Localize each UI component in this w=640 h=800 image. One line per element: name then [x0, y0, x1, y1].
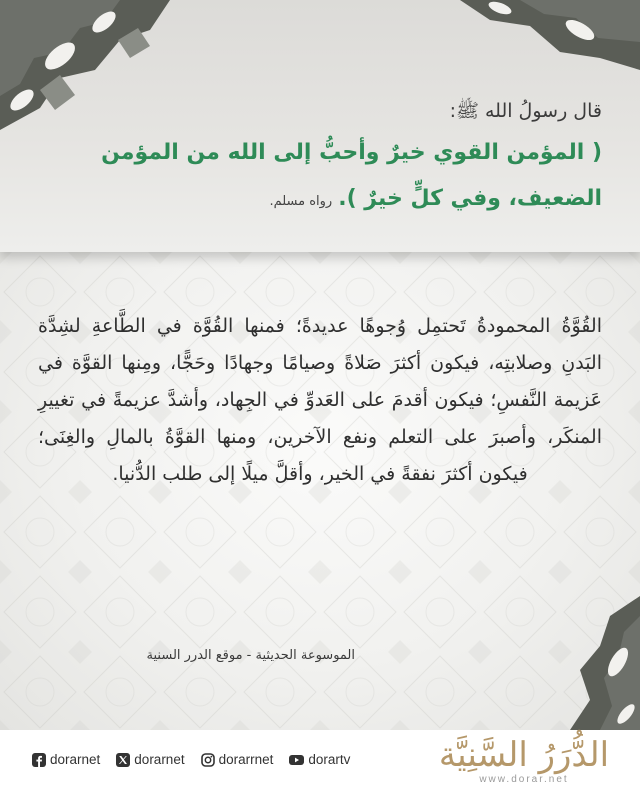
- footer-bar: [0, 730, 640, 800]
- x-icon: [116, 753, 130, 767]
- social-links: [32, 752, 350, 767]
- corner-ornament-top-right: [460, 0, 640, 70]
- hadith-text-block: [22, 130, 602, 225]
- youtube-icon: [289, 753, 304, 767]
- hadith-quote: [22, 96, 602, 225]
- social-instagram[interactable]: [201, 752, 274, 767]
- x-handle: dorarnet: [134, 752, 185, 767]
- social-youtube[interactable]: [289, 752, 350, 767]
- facebook-handle: dorarnet: [50, 752, 101, 767]
- corner-ornament-bottom-right: [570, 596, 640, 730]
- narration-note: رواه مسلم.: [269, 194, 333, 209]
- source-credit: الموسوعة الحديثية - موقع الدرر السنية: [146, 648, 355, 663]
- social-facebook[interactable]: [32, 752, 100, 767]
- explanation-text: القُوَّةُ المحمودةُ تَحتمِل وُجوهًا عديدةً؛ فمنها القُوَّة في الطَّاعةِ لشِدَّة البَدنِ وصلابتِه، فيكون أكثرَ صَلاةً وصيامًا وجهادًا وحَجًّا، ومِنها القوَّة في عَزيمة النَّفسِ؛ فيكون أقدمَ على العَدوِّ في الجِهاد، وأشدَّ عزيمةً في تغييرِ المنكَر، وأصبرَ على التعلم ونفع الآخرين، ومنها القوَّةُ بالمالِ والغِنَى؛ فيكون أكثرَ نفقةً في الخير، وأقلَّ ميلًا إلى طلب الدُّنيا.: [38, 315, 602, 485]
- instagram-icon: [201, 753, 215, 767]
- logo-text: الدُّرَرُ السَّنِيَّة: [438, 735, 610, 775]
- dorar-logo[interactable]: [434, 734, 614, 796]
- quote-intro: قال رسولُ الله ﷺ:: [449, 100, 602, 122]
- facebook-icon: [32, 753, 46, 767]
- logo-url: www.dorar.net: [479, 774, 569, 785]
- instagram-handle: dorarrnet: [218, 752, 274, 767]
- social-x[interactable]: [116, 752, 184, 767]
- youtube-handle: dorartv: [308, 752, 351, 767]
- hadith-text: ( المؤمن القوي خيرٌ وأحبُّ إلى الله من المؤمن الضعيف، وفي كلٍّ خيرٌ ).: [101, 140, 602, 211]
